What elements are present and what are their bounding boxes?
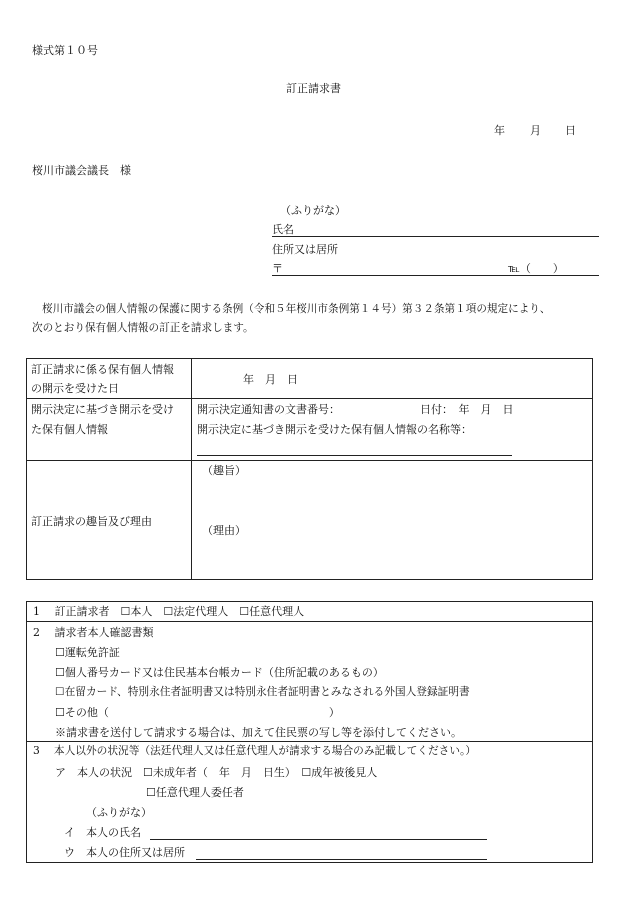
notice-date[interactable]: 日付： 年 月 日 xyxy=(420,403,514,416)
notice-document-number[interactable]: 開示決定通知書の文書番号： xyxy=(197,403,340,416)
principal-name-label: イ 本人の氏名 xyxy=(64,826,141,839)
applicant-name-line[interactable] xyxy=(272,236,599,237)
table1-row-divider-2 xyxy=(26,460,593,461)
id-doc-residence-card[interactable]: ☐在留カード、特別永住者証明書又は特別永住者証明書とみなされる外国人登録証明書 xyxy=(55,685,470,698)
disclosed-info-label-1: 開示決定に基づき開示を受け xyxy=(31,403,174,416)
form-number: 様式第１０号 xyxy=(32,44,98,57)
purpose-heading[interactable]: （趣旨） xyxy=(202,464,246,477)
addressee: 桜川市議会議長 様 xyxy=(32,164,131,177)
date-month: 月 xyxy=(530,124,541,137)
proxy-status-heading: 3 本人以外の状況等（法廷代理人又は任意代理人が請求する場合のみ記載してください。） xyxy=(33,744,477,757)
purpose-and-reason-label: 訂正請求の趣旨及び理由 xyxy=(31,515,152,528)
id-doc-other[interactable]: ☐その他（ ） xyxy=(55,706,340,719)
disclosed-info-label-2: た保有個人情報 xyxy=(31,423,108,436)
applicant-address-line[interactable] xyxy=(272,275,599,276)
disclosure-date-label-2: の開示を受けた日 xyxy=(31,382,119,395)
requester-type-row[interactable]: 1 訂正請求者 ☐本人 ☐法定代理人 ☐任意代理人 xyxy=(33,605,305,618)
applicant-furigana: （ふりがな） xyxy=(280,204,346,217)
reason-heading[interactable]: （理由） xyxy=(202,524,246,537)
id-doc-drivers-license[interactable]: ☐運転免許証 xyxy=(55,646,120,659)
body-text-line-1: 桜川市議会の個人情報の保護に関する条例（令和５年桜川市条例第１４号）第３２条第１項の規定により、 xyxy=(42,303,551,315)
postal-mark: 〒 xyxy=(272,262,283,275)
applicant-name-label: 氏名 xyxy=(272,223,294,236)
table1-row-divider-1 xyxy=(26,398,593,399)
table2-row-divider-1 xyxy=(26,621,593,622)
page-title: 訂正請求書 xyxy=(286,82,341,95)
principal-status-row[interactable]: ア 本人の状況 ☐未成年者（ 年 月 日生） ☐成年被後見人 xyxy=(55,766,378,779)
disclosure-date-value[interactable]: 年 月 日 xyxy=(243,373,298,386)
id-documents-heading: 2 請求者本人確認書類 xyxy=(33,626,154,639)
table2-row-divider-2 xyxy=(26,741,593,742)
date-day: 日 xyxy=(565,124,576,137)
table1-column-divider xyxy=(191,358,192,580)
disclosure-date-label-1: 訂正請求に係る保有個人情報 xyxy=(31,363,174,376)
disclosed-info-name-line[interactable] xyxy=(197,455,512,456)
id-doc-note: ※請求書を送付して請求する場合は、加えて住民票の写し等を添付してください。 xyxy=(55,726,462,739)
principal-status-proxy-delegator[interactable]: ☐任意代理人委任者 xyxy=(146,786,244,799)
principal-address-label: ウ 本人の住所又は居所 xyxy=(64,846,185,859)
disclosed-info-name[interactable]: 開示決定に基づき開示を受けた保有個人情報の名称等： xyxy=(197,423,472,436)
principal-address-line[interactable] xyxy=(196,859,487,860)
principal-furigana: （ふりがな） xyxy=(86,806,152,819)
date-year: 年 xyxy=(494,124,505,137)
tel-label: ℡（ ） xyxy=(508,262,564,275)
applicant-address-label: 住所又は居所 xyxy=(272,243,338,256)
id-doc-my-number-card[interactable]: ☐個人番号カード又は住民基本台帳カード（住所記載のあるもの） xyxy=(55,666,384,679)
principal-name-line[interactable] xyxy=(150,839,487,840)
body-text-line-2: 次のとおり保有個人情報の訂正を請求します。 xyxy=(32,322,254,334)
